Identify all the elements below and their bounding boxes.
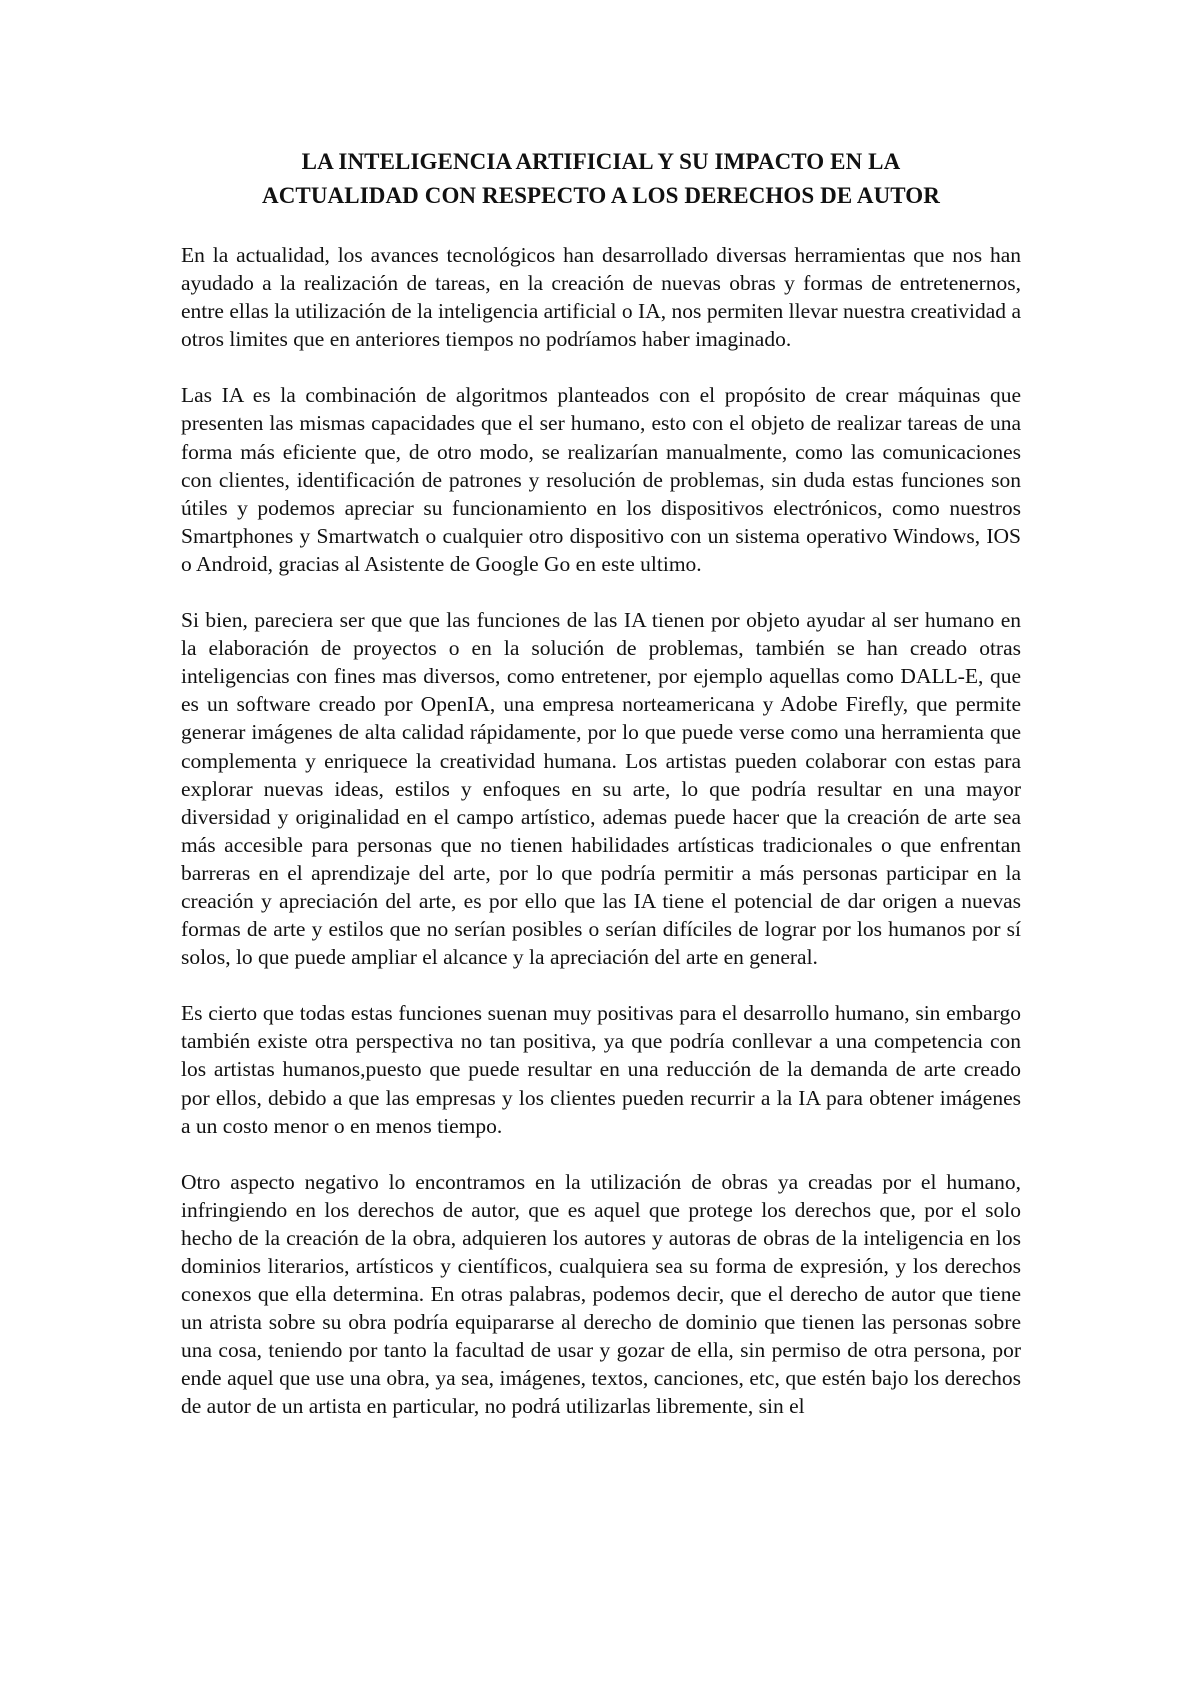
document-title-line-1: LA INTELIGENCIA ARTIFICIAL Y SU IMPACTO EN LA <box>301 149 901 174</box>
paragraph-4: Es cierto que todas estas funciones suenan muy positivas para el desarrollo humano, sin embargo también existe otra perspectiva no tan positiva, ya que podría conllevar a una competencia con los artistas humanos,puesto que puede resultar en una reducción de la demanda de arte creado por ellos, debido a que las empresas y los clientes pueden recurrir a la IA para obtener imágenes a un costo menor o en menos tiempo. <box>181 1001 1021 1138</box>
document-title-line-2: ACTUALIDAD CON RESPECTO A LOS DERECHOS DE AUTOR <box>261 183 941 208</box>
paragraph-2: Las IA es la combinación de algoritmos planteados con el propósito de crear máquinas que presenten las mismas capacidades que el ser humano, esto con el objeto de realizar tareas de una forma más eficiente que, de otro modo, se realizarían manualmente, como las comunicaciones con clientes, identificación de patrones y resolución de problemas, sin duda estas funciones son útiles y podemos apreciar su funcionamiento en los dispositivos electrónicos, como nuestros Smartphones y Smartwatch o cualquier otro dispositivo con un sistema operativo Windows, IOS o Android, gracias al Asistente de Google Go en este ultimo. <box>181 383 1021 576</box>
paragraph-5: Otro aspecto negativo lo encontramos en la utilización de obras ya creadas por el humano, infringiendo en los derechos de autor, que es aquel que protege los derechos que, por el solo hecho de la creación de la obra, adquieren los autores y autoras de obras de la inteligencia en los dominios literarios, artísticos y científicos, cualquiera sea su forma de expresión, y los derechos conexos que ella determina. En otras palabras, podemos decir, que el derecho de autor que tiene un atrista sobre su obra podría equipararse al derecho de dominio que tienen las personas sobre una cosa, teniendo por tanto la facultad de usar y gozar de ella, sin permiso de otra persona, por ende aquel que use una obra, ya sea, imágenes, textos, canciones, etc, que estén bajo los derechos de autor de un artista en particular, no podrá utilizarlas libremente, sin el <box>181 1169 1021 1419</box>
paragraph-3: Si bien, pareciera ser que que las funciones de las IA tienen por objeto ayudar al ser humano en la elaboración de proyectos o en la solución de problemas, también se han creado otras inteligencias con fines mas diversos, como entretener, por ejemplo aquellas como DALL-E, que es un software creado por OpenIA, una empresa norteamericana y Adobe Firefly, que permite generar imágenes de alta calidad rápidamente, por lo que puede verse como una herramienta que complementa y enriquece la creatividad humana. Los artistas pueden colaborar con estas para explorar nuevas ideas, estilos y enfoques en su arte, lo que podría resultar en una mayor diversidad y originalidad en el campo artístico, ademas puede hacer que la creación de arte sea más accesible para personas que no tienen habilidades artísticas tradicionales o que enfrentan barreras en el aprendizaje del arte, por lo que podría permitir a más personas participar en la creación y apreciación del arte, es por ello que las IA tiene el potencial de dar origen a nuevas formas de arte y estilos que no serían posibles o serían difíciles de lograr por los humanos por sí solos, lo que puede ampliar el alcance y la apreciación del arte en general. <box>181 608 1021 970</box>
document-title <box>181 145 1021 213</box>
document-body <box>181 145 1021 1421</box>
paragraph-1: En la actualidad, los avances tecnológicos han desarrollado diversas herramientas que nos han ayudado a la realización de tareas, en la creación de nuevas obras y formas de entretenernos, entre ellas la utilización de la inteligencia artificial o IA, nos permiten llevar nuestra creatividad a otros limites que en anteriores tiempos no podríamos haber imaginado. <box>181 243 1021 352</box>
